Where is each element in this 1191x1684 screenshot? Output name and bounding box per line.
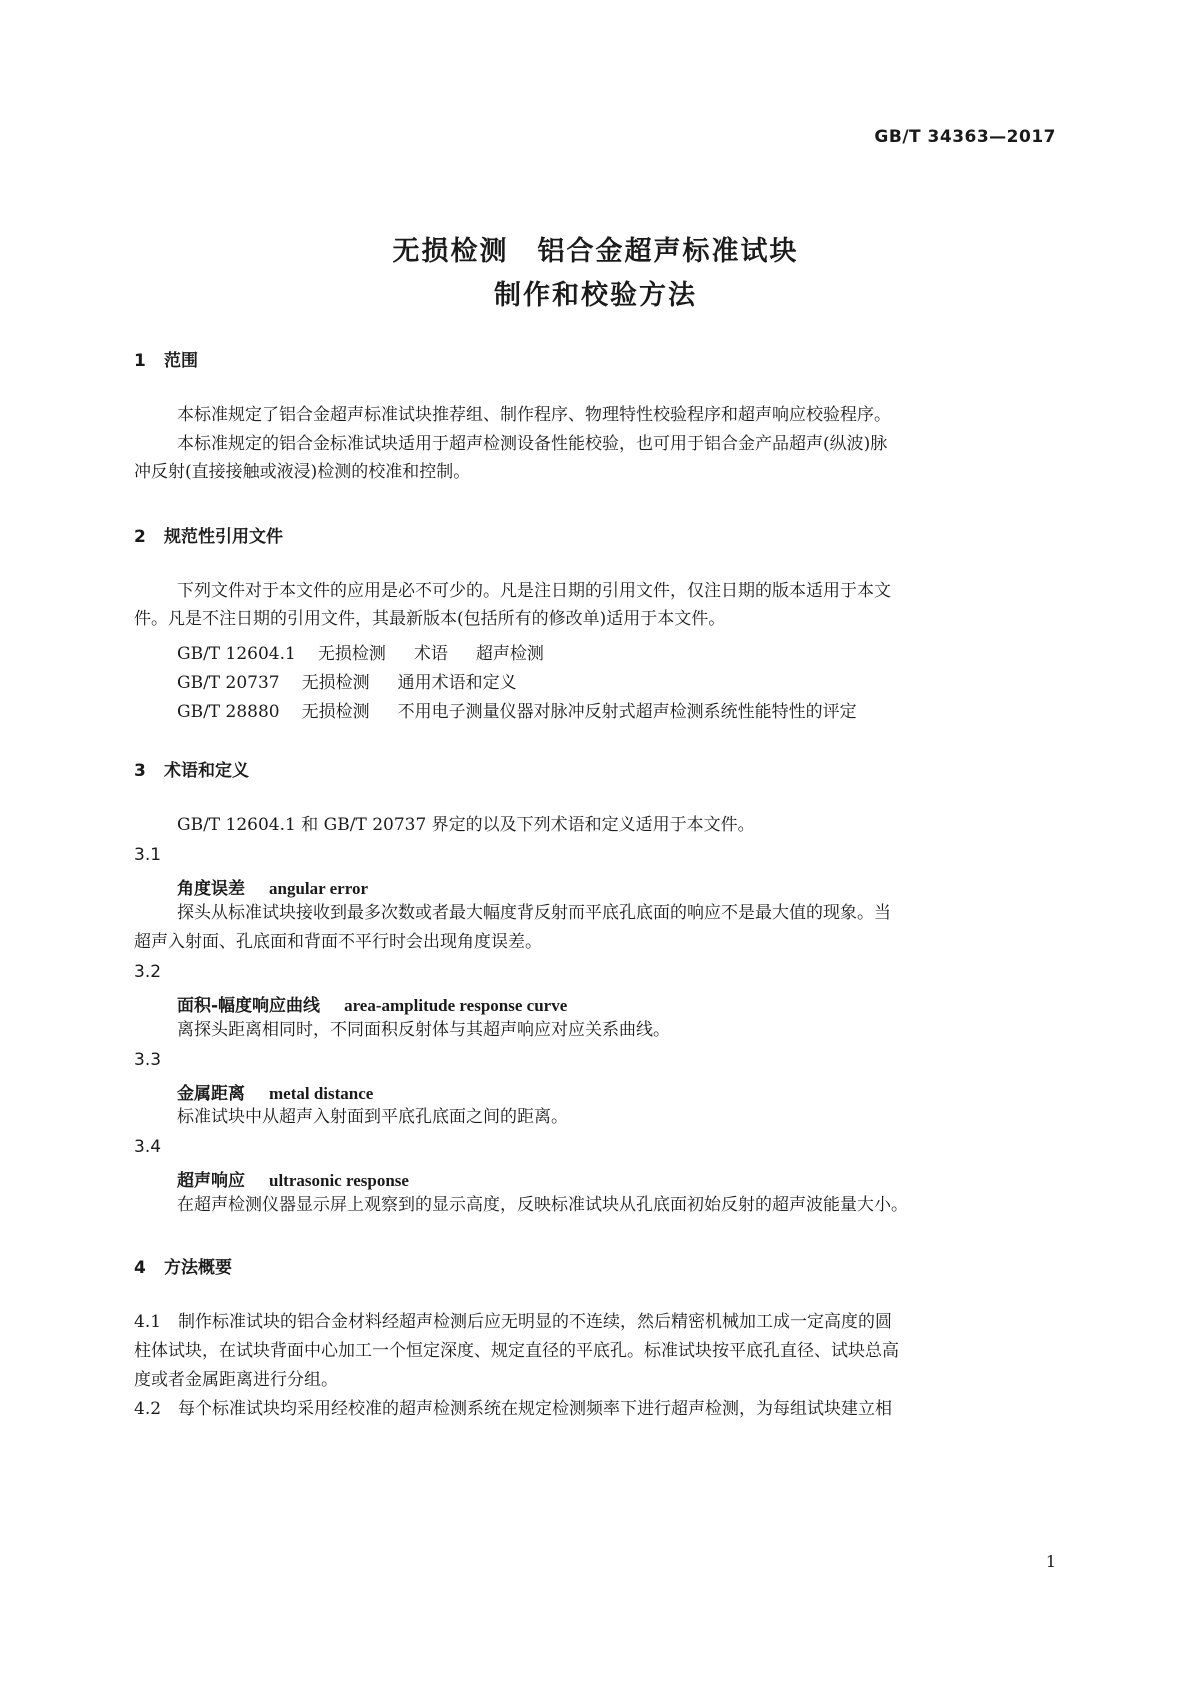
term-en: area-amplitude response curve bbox=[344, 996, 568, 1015]
reference-title-part: 无损检测 bbox=[317, 644, 386, 664]
clause-paragraph: 4.2 每个标准试块均采用经校准的超声检测系统在规定检测频率下进行超声检测，为每组试块建立相 bbox=[134, 1399, 893, 1419]
term-en: ultrasonic response bbox=[269, 1171, 409, 1190]
term-en: angular error bbox=[269, 879, 368, 898]
reference-item bbox=[177, 668, 545, 693]
reference-code: GB/T 28880 bbox=[177, 702, 280, 722]
clause-paragraph: 柱体试块，在试块背面中心加工一个恒定深度、规定直径的平底孔。标准试块按平底孔直径、试块总高 bbox=[134, 1341, 899, 1361]
term-en: metal distance bbox=[269, 1084, 374, 1103]
section-title: 规范性引用文件 bbox=[164, 527, 283, 547]
term-zh: 超声响应 bbox=[177, 1171, 245, 1191]
reference-title-part: 无损检测 bbox=[301, 702, 370, 722]
reference-code: GB/T 20737 bbox=[177, 673, 280, 693]
reference-title-part: 术语 bbox=[413, 644, 448, 664]
reference-title-part: 无损检测 bbox=[301, 673, 370, 693]
section-number: 3 bbox=[134, 761, 146, 781]
reference-title-part: 超声检测 bbox=[475, 644, 544, 664]
term-definition: 离探头距离相同时，不同面积反射体与其超声响应对应关系曲线。 bbox=[177, 1020, 670, 1040]
paragraph: 本标准规定了铝合金超声标准试块推荐组、制作程序、物理特性校验程序和超声响应校验程序。 bbox=[177, 405, 891, 425]
term-number: 3.1 bbox=[134, 845, 162, 865]
page-number: 1 bbox=[1045, 1552, 1056, 1571]
section-title: 范围 bbox=[164, 351, 198, 371]
term-heading bbox=[177, 1166, 409, 1191]
term-zh: 金属距离 bbox=[177, 1084, 245, 1104]
section-3-heading bbox=[134, 756, 249, 781]
paragraph: GB/T 12604.1 和 GB/T 20737 界定的以及下列术语和定义适用于本文件。 bbox=[177, 815, 755, 835]
term-zh: 面积-幅度响应曲线 bbox=[177, 996, 321, 1016]
clause-paragraph: 4.1 制作标准试块的铝合金材料经超声检测后应无明显的不连续，然后精密机械加工成一定高度的圆 bbox=[134, 1312, 893, 1332]
section-1-heading bbox=[134, 346, 198, 371]
section-2-heading bbox=[134, 522, 283, 547]
term-definition: 在超声检测仪器显示屏上观察到的显示高度，反映标准试块从孔底面初始反射的超声波能量大小。 bbox=[177, 1195, 908, 1215]
section-4-heading bbox=[134, 1253, 232, 1278]
document-title-line1: 无损检测 铝合金超声标准试块 bbox=[392, 236, 799, 267]
term-definition: 探头从标准试块接收到最多次数或者最大幅度背反射而平底孔底面的响应不是最大值的现象。当 bbox=[177, 903, 891, 923]
term-heading bbox=[177, 1079, 373, 1104]
section-number: 2 bbox=[134, 527, 146, 547]
reference-title-part: 通用术语和定义 bbox=[397, 673, 517, 693]
paragraph: 件。凡是不注日期的引用文件，其最新版本(包括所有的修改单)适用于本文件。 bbox=[134, 609, 726, 629]
reference-title-part: 不用电子测量仪器对脉冲反射式超声检测系统性能特性的评定 bbox=[397, 702, 857, 722]
term-number: 3.2 bbox=[134, 962, 162, 982]
reference-item bbox=[177, 639, 572, 664]
term-definition: 标准试块中从超声入射面到平底孔底面之间的距离。 bbox=[177, 1107, 568, 1127]
term-number: 3.4 bbox=[134, 1137, 162, 1157]
paragraph: 下列文件对于本文件的应用是必不可少的。凡是注日期的引用文件，仅注日期的版本适用于本文 bbox=[177, 581, 891, 601]
clause-paragraph: 度或者金属距离进行分组。 bbox=[134, 1370, 338, 1390]
paragraph: 本标准规定的铝合金标准试块适用于超声检测设备性能校验，也可用于铝合金产品超声(纵波)脉 bbox=[177, 434, 888, 454]
reference-item bbox=[177, 697, 885, 722]
section-title: 术语和定义 bbox=[164, 761, 249, 781]
term-zh: 角度误差 bbox=[177, 879, 245, 899]
section-title: 方法概要 bbox=[164, 1258, 232, 1278]
term-definition: 超声入射面、孔底面和背面不平行时会出现角度误差。 bbox=[134, 932, 542, 952]
term-heading bbox=[177, 991, 567, 1016]
section-number: 4 bbox=[134, 1258, 146, 1278]
standard-number: GB/T 34363—2017 bbox=[874, 127, 1056, 147]
term-number: 3.3 bbox=[134, 1050, 162, 1070]
section-number: 1 bbox=[134, 351, 146, 371]
reference-code: GB/T 12604.1 bbox=[177, 644, 296, 664]
paragraph: 冲反射(直接接触或液浸)检测的校准和控制。 bbox=[134, 462, 471, 482]
document-title-line2: 制作和校验方法 bbox=[494, 280, 697, 311]
term-heading bbox=[177, 874, 368, 899]
